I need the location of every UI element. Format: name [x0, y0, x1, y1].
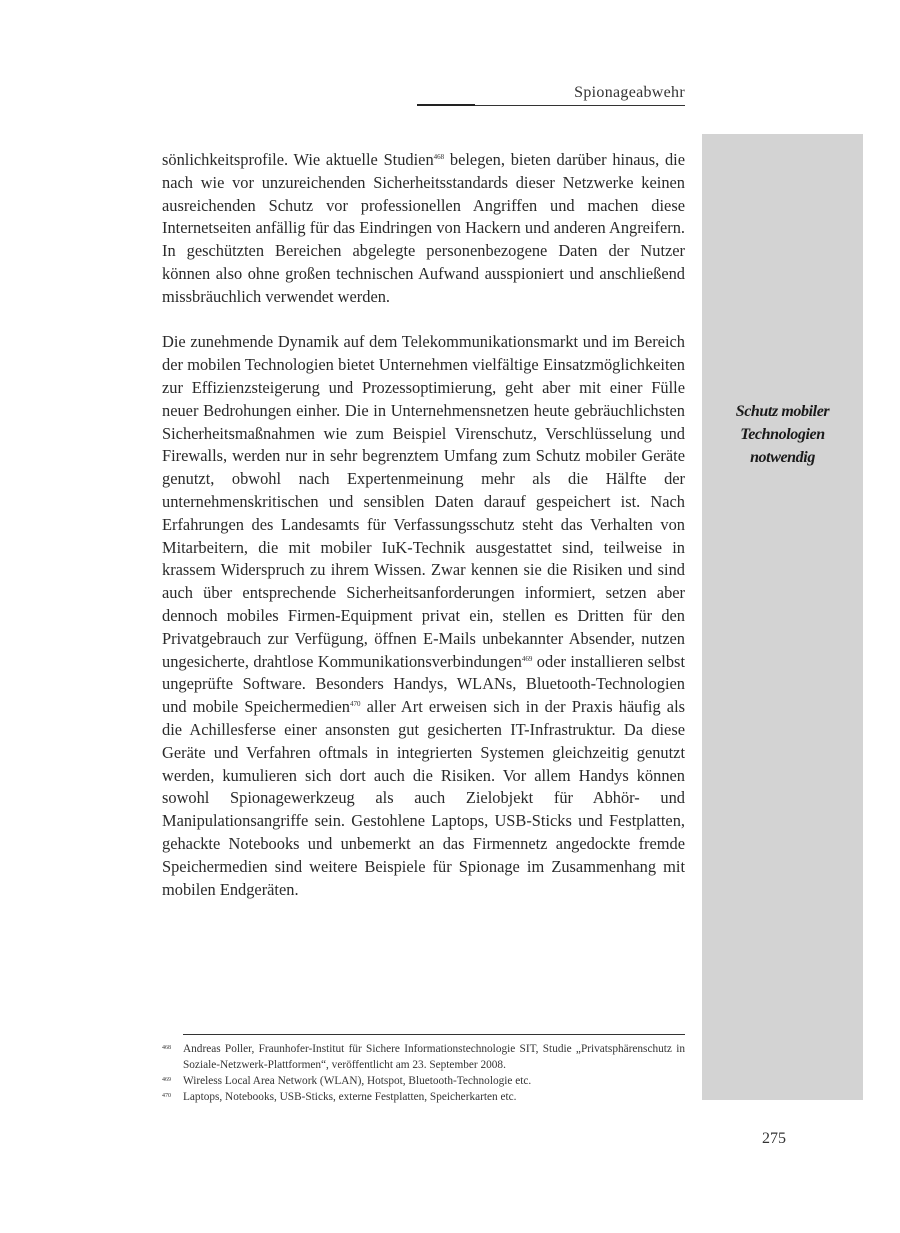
footnote [162, 1089, 685, 1105]
footnote-text: Wireless Local Area Network (WLAN), Hotspot, Bluetooth-Technologie etc. [183, 1075, 532, 1087]
running-head-title: Spionageabwehr [574, 84, 685, 101]
text-run: sönlichkeitsprofile. Wie aktuelle Studien [162, 150, 434, 169]
text-run: oder installieren selbst ungeprüfte Software. Besonders Handys, WLANs, Bluetooth-Technologien und mobile Speichermedien [162, 651, 685, 717]
footnote-number: 469 [162, 1077, 171, 1083]
text-run: Die zunehmende Dynamik auf dem Telekommunikationsmarkt und im Bereich der mobilen Technologien bietet Unternehmen vielfältige Einsatzmöglichkeiten zur Effizienzsteigerung und Prozessoptimierung, geht aber mit einer Fülle neuer Bedrohungen einher. Die in Unternehmensnetzen heute gebräuchlichsten Sicherheitsmaßnahmen wie zum Beispiel Virenschutz, Verschlüsselung und Firewalls, werden nur in sehr begrenztem Umfang zum Schutz mobiler Geräte genutzt, obwohl nach Expertenmeinung mehr als die Hälfte der unternehmenskritischen und sensiblen Daten darauf gespeichert ist. Nach Erfahrungen des Landesamts für Verfassungsschutz steht das Verhalten von Mitarbeitern, die mit mobiler IuK-Technik ausgestattet sind, teilweise in krassem Widerspruch zu ihrem Wissen. Zwar kennen sie die Risiken und sind auch über entsprechende Sicherheitsanforderungen informiert, setzen aber dennoch mobiles Firmen-Equipment privat ein, stellen es Dritten für den Privatgebrauch zur Verfügung, öffnen E-Mails unbekannter Absender, nutzen ungesicherte, drahtlose Kommunikationsverbindungen [162, 332, 685, 671]
margin-note-line: Schutz mobiler [735, 403, 830, 420]
paragraph [162, 331, 685, 901]
footnote-number: 470 [162, 1093, 171, 1099]
header-rule [417, 105, 685, 106]
margin-column [702, 134, 863, 1100]
footnote [162, 1041, 685, 1073]
footnote-reference[interactable]: 469 [521, 654, 533, 663]
footnote-reference[interactable]: 468 [433, 153, 445, 161]
footnote [162, 1073, 685, 1089]
footnotes [162, 1041, 685, 1105]
footnote-rule [183, 1034, 685, 1035]
text-run: aller Art erweisen sich in der Praxis häufig als die Achillesferse einer ansonsten gut gesicherten IT-Infrastruktur. Da diese Geräte und Verfahren oftmals in integrierten Systemen gleichzeitig genutzt werden, kumulieren sich dort auch die Risiken. Vor allem Handys können sowohl Spionagewerkzeug als auch Zielobjekt für Abhör- und Manipulationsangriffe sein. Gestohlene Laptops, USB-Sticks und Festplatten, gehackte Notebooks und unbemerkt an das Firmennetz angedockte fremde Speichermedien sind weitere Beispiele für Spionage im Zusammenhang mit mobilen Endgeräten. [162, 697, 686, 899]
page-number: 275 [762, 1130, 786, 1147]
footnote-text: Laptops, Notebooks, USB-Sticks, externe Festplatten, Speicherkarten etc. [183, 1091, 517, 1103]
margin-note-line: notwendig [750, 449, 815, 466]
margin-note [702, 400, 863, 469]
paragraph [162, 149, 685, 309]
footnote-reference[interactable]: 470 [349, 700, 361, 709]
footnote-text: Andreas Poller, Fraunhofer-Institut für Sichere Informationstechnologie SIT, Studie „Privatsphärenschutz in Soziale-Netzwerk-Plattformen“, veröffentlicht am 23. September 2008. [183, 1043, 685, 1071]
footnote-number: 468 [162, 1045, 171, 1051]
text-run: belegen, bieten darüber hinaus, die nach wie vor unzureichenden Sicherheitsstandards dieser Netzwerke keinen ausreichenden Schutz vor professionellen Angriffen und machen diese Internetseiten anfällig für das Eindringen von Hackern und anderen Angreifern. In geschützten Bereichen abgelegte personenbezogene Daten der Nutzer können also ohne großen technischen Aufwand ausspioniert und anschließend missbräuchlich verwendet werden. [162, 150, 685, 306]
margin-note-line: Technologien [740, 426, 825, 443]
body-text [162, 149, 685, 901]
